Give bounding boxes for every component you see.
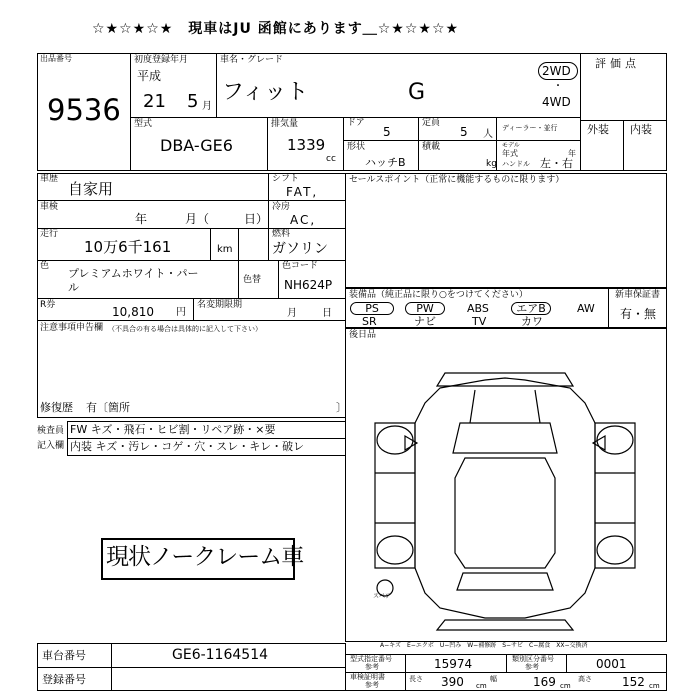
shift-label: シフト xyxy=(272,174,300,184)
height-value: 152 xyxy=(622,675,645,689)
middle-left-section xyxy=(37,173,346,418)
equip-sr: SR xyxy=(362,315,377,328)
length-value: 390 xyxy=(441,675,464,689)
kg-unit: kg xyxy=(486,159,497,169)
sales-point-label: セールスポイント（正常に機能するものに限ります） xyxy=(349,175,565,185)
height-label: 高さ xyxy=(578,675,592,683)
shift: FAT, xyxy=(286,185,319,199)
displacement-label: 排気量 xyxy=(271,119,299,129)
reg-month: 5 xyxy=(187,91,199,112)
color-line2: ル xyxy=(68,281,79,294)
warranty: 有・無 xyxy=(620,307,657,321)
color-label: 色 xyxy=(40,261,50,271)
class-label: 類別区分番号 xyxy=(512,655,554,663)
person-unit: 人 xyxy=(483,129,493,140)
interior-label: 内装 xyxy=(630,123,652,136)
dealer-label: ディーラー・並行 xyxy=(502,124,558,132)
repair-label: 修復歴 xyxy=(40,401,73,414)
class-sub: 参考 xyxy=(525,663,539,671)
mileage: 10万6千161 xyxy=(84,238,172,256)
damage-legend: A−キズ E−エクボ U−凹み W−補修跡 S−サビ C−腐食 XX−交換済 xyxy=(380,642,588,649)
shape-label: 形状 xyxy=(347,142,366,152)
height-unit: cm xyxy=(649,682,660,690)
yen-unit: 円 xyxy=(176,307,186,318)
spare-label: スペア xyxy=(373,593,392,600)
door-label: ドア xyxy=(347,118,365,128)
fuel-label: 燃料 xyxy=(272,229,291,239)
chassis-label: 車台番号 xyxy=(42,649,86,662)
class-number: 0001 xyxy=(596,657,627,671)
length-label: 長さ xyxy=(409,675,423,683)
equip-airbag: エアB xyxy=(511,302,551,315)
ownership-label: 名変期限期 xyxy=(197,300,243,310)
insp-year-unit: 年 xyxy=(135,212,148,226)
ownership-month: 月 xyxy=(287,308,297,319)
inspection-label: 車検 xyxy=(40,202,59,212)
type-spec-number: 15974 xyxy=(434,657,473,671)
equipment-label: 装備品（純正品に限り○をつけてください） xyxy=(349,290,528,300)
history-label: 車歴 xyxy=(40,174,59,184)
drive-sep: ・ xyxy=(553,81,563,92)
drive-2wd: 2WD xyxy=(542,64,571,78)
reg-number-label: 登録番号 xyxy=(42,673,86,686)
type-spec-label: 型式指定番号 xyxy=(350,655,392,663)
inspector-row1: FW キズ・飛石・ヒビ割・リペア跡・×要 xyxy=(70,423,276,436)
eval-label: 評価点 xyxy=(595,57,640,70)
chassis-number: GE6-1164514 xyxy=(172,647,269,663)
drive-4wd: 4WD xyxy=(542,95,571,109)
after-label: 後日品 xyxy=(349,330,377,340)
size-label1: 車検証明書 xyxy=(350,673,385,681)
equip-tv: TV xyxy=(472,315,487,328)
mileage-label: 走行 xyxy=(40,229,59,239)
no-claim-stamp-text: 現状ノークレーム車 xyxy=(106,544,304,570)
sales-point-box xyxy=(345,173,667,288)
lot-number-label: 出品番号 xyxy=(40,54,72,63)
cc-unit: cc xyxy=(326,154,336,164)
month-unit: 月 xyxy=(202,101,212,112)
fuel: ガソリン xyxy=(272,241,328,257)
recycle-label: R券 xyxy=(40,300,56,310)
first-reg-label: 初度登録年月 xyxy=(134,55,189,65)
color-change-label: 色替 xyxy=(243,275,262,285)
capacity-label: 定員 xyxy=(422,118,441,128)
model-year-label2: 年式 xyxy=(502,149,518,158)
insp-day-unit: 日） xyxy=(244,212,269,226)
width-label: 幅 xyxy=(490,675,497,683)
km-unit: km xyxy=(217,244,233,255)
notes-sub: （不具合の有る場合は具体的に記入して下さい） xyxy=(108,325,262,333)
color-line1: プレミアムホワイト・パー xyxy=(68,267,199,280)
handle: 左・右 xyxy=(540,157,573,170)
notes-label: 注意事項申告欄 xyxy=(40,323,104,333)
inspector-label2: 記入欄 xyxy=(37,441,65,451)
equip-navi: ナビ xyxy=(414,315,436,328)
doors: 5 xyxy=(383,125,391,139)
type-spec-sub: 参考 xyxy=(365,663,379,671)
color-code: NH624P xyxy=(284,278,333,292)
lot-number: 9536 xyxy=(47,93,121,127)
era: 平成 xyxy=(137,69,162,83)
model-year-label1: モデル xyxy=(502,142,520,149)
car-name: フィット xyxy=(222,80,309,105)
length-unit: cm xyxy=(476,682,487,690)
width-value: 169 xyxy=(533,675,556,689)
inspector-row2: 内装 キズ・汚レ・コゲ・穴・スレ・キレ・破レ xyxy=(70,440,305,453)
repair-close: 〕 xyxy=(336,401,347,414)
name-grade-label: 車名・グレード xyxy=(220,55,284,65)
insp-month-unit: 月（ xyxy=(185,212,210,226)
model: DBA-GE6 xyxy=(160,136,233,155)
ownership-day: 日 xyxy=(322,308,332,319)
history: 自家用 xyxy=(68,180,114,198)
capacity: 5 xyxy=(460,125,468,139)
car-body-diagram xyxy=(345,328,667,642)
size-label2: 参考 xyxy=(365,681,379,689)
header-banner: ☆★☆★☆★ 現車はJU 函館にあります＿☆★☆★☆★ xyxy=(92,21,460,37)
equip-aw: AW xyxy=(577,302,595,315)
grade: G xyxy=(408,80,426,105)
model-year-unit: 年 xyxy=(568,149,576,158)
inspector-label1: 検査員 xyxy=(37,426,65,436)
equip-ps: PS xyxy=(350,302,394,315)
warranty-label: 新車保証書 xyxy=(615,290,661,300)
width-unit: cm xyxy=(560,682,571,690)
load-label: 積載 xyxy=(422,142,441,152)
model-label: 型式 xyxy=(134,119,153,129)
handle-label: ハンドル xyxy=(502,160,530,168)
recycle: 10,810 xyxy=(112,305,154,319)
displacement: 1339 xyxy=(287,136,326,154)
exterior-label: 外装 xyxy=(587,123,609,136)
equip-pw: PW xyxy=(405,302,445,315)
ac: AC, xyxy=(290,213,317,227)
color-code-label: 色コード xyxy=(282,261,319,271)
ac-label: 冷房 xyxy=(272,202,291,212)
equip-leather: カワ xyxy=(521,315,543,328)
repair-value: 有〔箇所 xyxy=(86,401,130,414)
reg-year: 21 xyxy=(143,91,166,112)
equip-abs: ABS xyxy=(467,302,489,315)
shape: ハッチB xyxy=(365,156,406,169)
